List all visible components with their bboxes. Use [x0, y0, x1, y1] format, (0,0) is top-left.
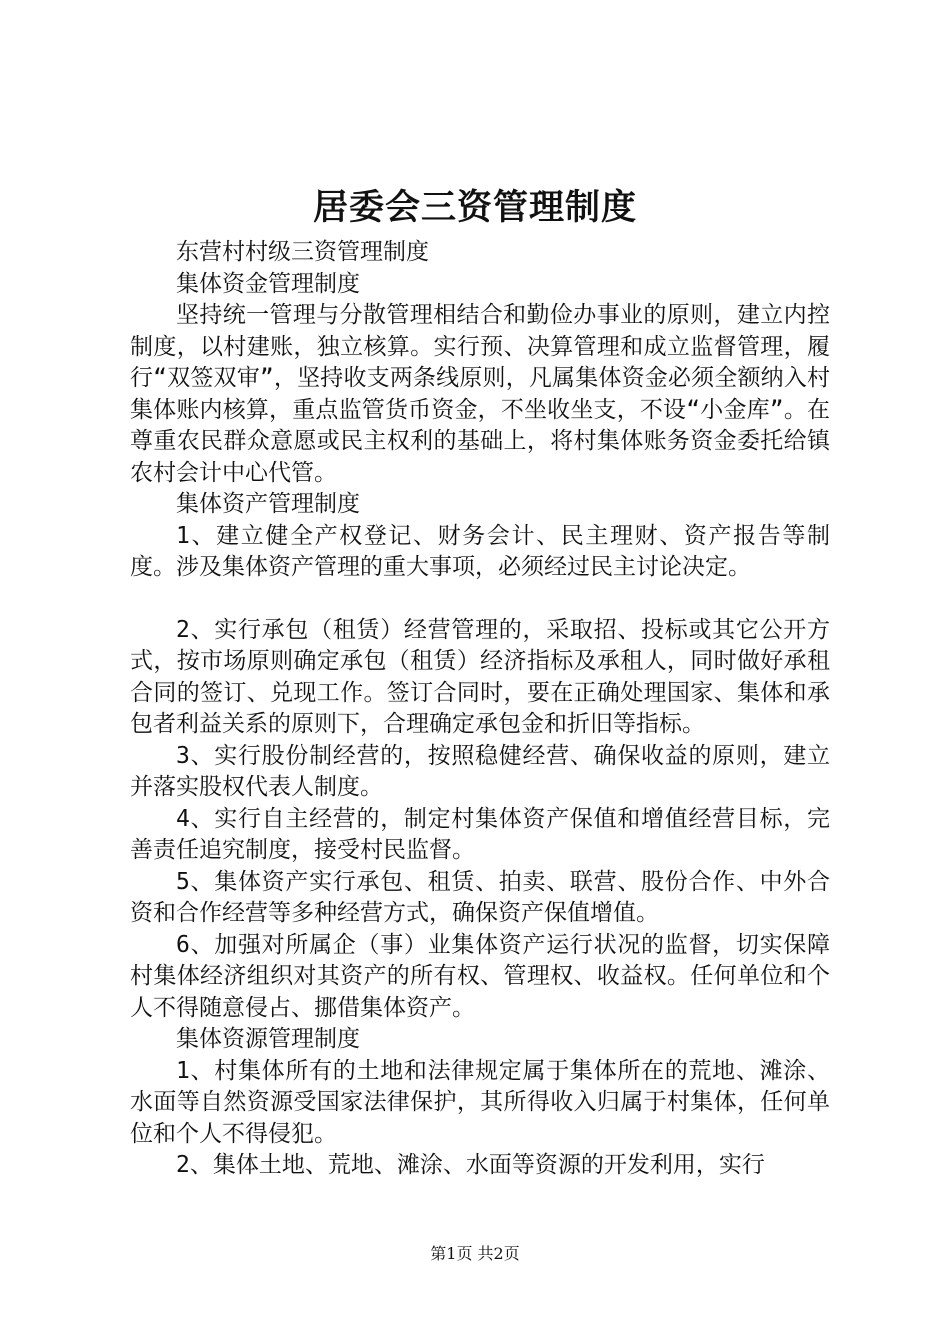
page-footer: 第1页 共2页 [430, 1244, 520, 1263]
document-subtitle: 东营村村级三资管理制度 [176, 239, 429, 265]
section-heading-assets: 集体资产管理制度 [176, 491, 360, 517]
assets-item-4: 4、实行自主经营的，制定村集体资产保值和增值经营目标，完善责任追究制度，接受村民监督。 [130, 805, 830, 863]
document-title: 居委会三资管理制度 [312, 187, 637, 228]
resources-item-1: 1、村集体所有的土地和法律规定属于集体所在的荒地、滩涂、水面等自然资源受国家法律保护，其所得收入归属于村集体，任何单位和个人不得侵犯。 [130, 1057, 830, 1147]
assets-item-3: 3、实行股份制经营的，按照稳健经营、确保收益的原则，建立并落实股权代表人制度。 [130, 742, 830, 800]
assets-item-1: 1、建立健全产权登记、财务会计、民主理财、资产报告等制度。涉及集体资产管理的重大事项，必须经过民主讨论决定。 [130, 522, 830, 580]
document-body [130, 237, 830, 1182]
resources-item-2: 2、集体土地、荒地、滩涂、水面等资源的开发利用，实行 [176, 1152, 765, 1178]
funds-paragraph: 坚持统一管理与分散管理相结合和勤俭办事业的原则，建立内控制度，以村建账，独立核算。实行预、决算管理和成立监督管理，履行“双签双审”，坚持收支两条线原则，凡属集体资金必须全额纳入村集体账内核算，重点监管货币资金，不坐收坐支，不设“小金库”。在尊重农民群众意愿或民主权利的基础上，将村集体账务资金委托给镇农村会计中心代管。 [130, 302, 830, 486]
assets-item-2: 2、实行承包（租赁）经营管理的，采取招、投标或其它公开方式，按市场原则确定承包（租赁）经济指标及承租人，同时做好承租合同的签订、兑现工作。签订合同时，要在正确处理国家、集体和承包者利益关系的原则下，合理确定承包金和折旧等指标。 [130, 616, 830, 737]
section-heading-funds: 集体资金管理制度 [176, 270, 360, 297]
assets-item-5: 5、集体资产实行承包、租赁、拍卖、联营、股份合作、中外合资和合作经营等多种经营方式，确保资产保值增值。 [130, 868, 830, 926]
section-heading-resources: 集体资源管理制度 [176, 1026, 360, 1052]
assets-item-6: 6、加强对所属企（事）业集体资产运行状况的监督，切实保障村集体经济组织对其资产的所有权、管理权、收益权。任何单位和个人不得随意侵占、挪借集体资产。 [130, 931, 830, 1021]
paragraph-gap [130, 584, 830, 615]
